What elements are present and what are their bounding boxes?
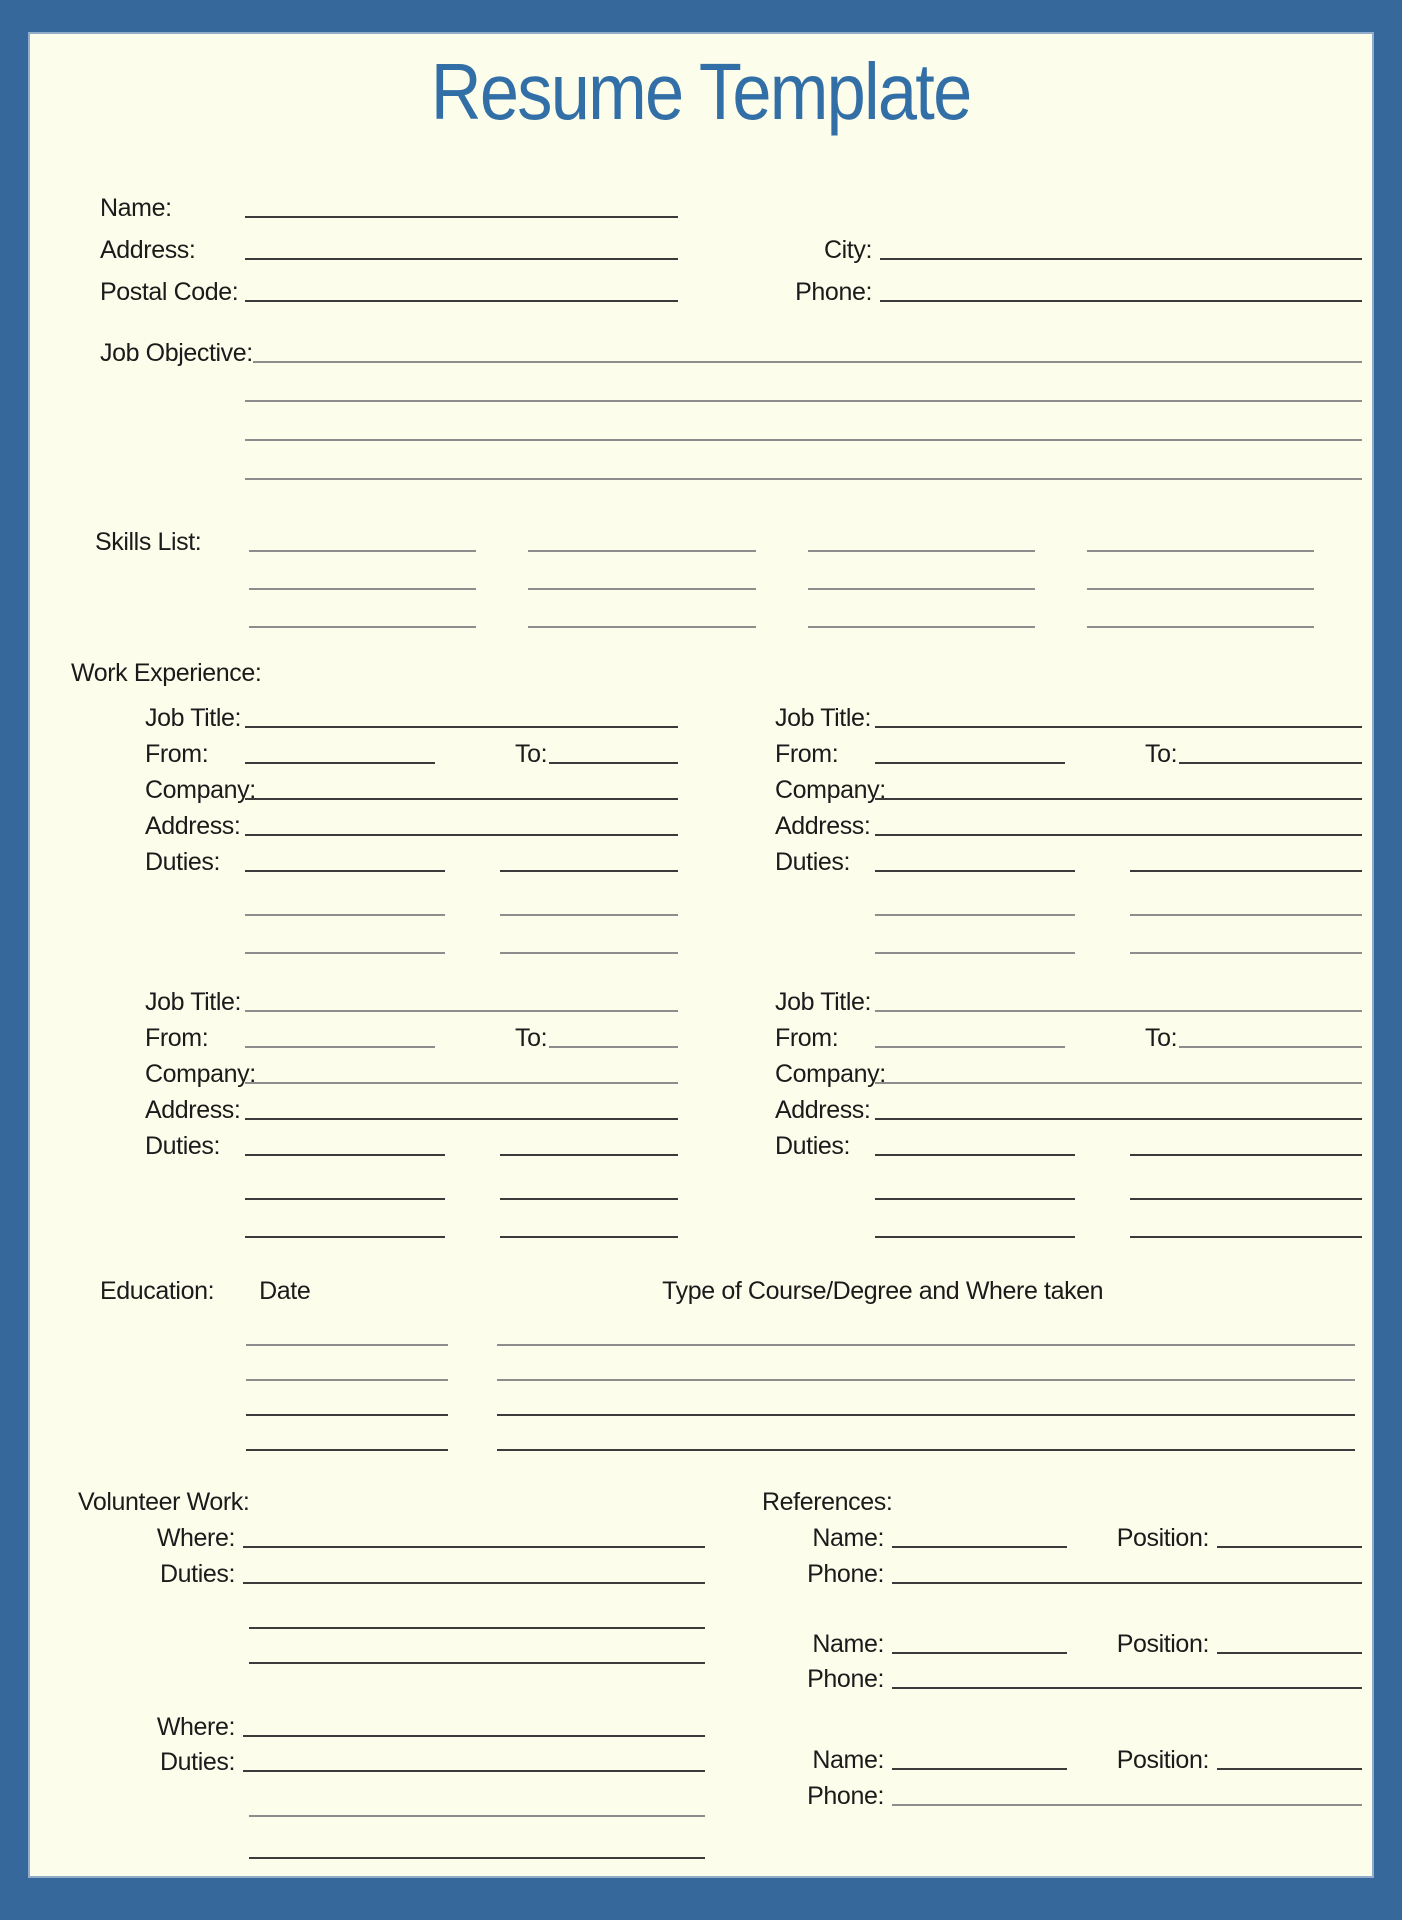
company-label: Company: — [775, 1060, 886, 1088]
phone-field-line — [880, 300, 1362, 302]
duty-field-line — [500, 1154, 678, 1156]
reference-phone-field-line — [892, 1687, 1362, 1689]
education-course-field-line — [497, 1414, 1355, 1416]
education-header: Education: — [100, 1277, 215, 1305]
city-field-line — [880, 258, 1362, 260]
job-objective-label: Job Objective: — [100, 339, 253, 367]
address-city-row — [100, 222, 1362, 264]
reference-entry-2 — [762, 1622, 1362, 1658]
education-course-field-line — [497, 1449, 1355, 1451]
skill-field-line — [808, 588, 1035, 590]
city-label: City: — [823, 236, 872, 264]
duties-label: Duties: — [159, 1560, 235, 1588]
reference-entry-3 — [762, 1738, 1362, 1774]
name-field-line — [245, 216, 678, 218]
duties-field-line — [249, 1627, 705, 1629]
skill-field-line — [808, 626, 1035, 628]
from-label: From: — [145, 1024, 209, 1052]
to-label: To: — [1145, 1024, 1178, 1052]
reference-phone-field-line — [892, 1582, 1362, 1584]
duty-field-line — [500, 952, 678, 954]
from-field-line — [245, 762, 435, 764]
contact-section — [30, 180, 1372, 306]
duty-field-line — [245, 870, 445, 872]
from-label: From: — [775, 1024, 839, 1052]
duty-field-line — [1130, 870, 1362, 872]
reference-name-field-line — [892, 1546, 1067, 1548]
job-title-field-line — [245, 726, 678, 728]
from-label: From: — [775, 740, 839, 768]
where-field-line — [243, 1546, 705, 1548]
page-title — [30, 48, 1372, 138]
name-label: Name: — [812, 1746, 884, 1774]
job-block-2 — [775, 696, 1362, 958]
job-block-4 — [775, 980, 1362, 1242]
company-field-line — [875, 798, 1362, 800]
education-date-field-line — [246, 1344, 448, 1346]
company-field-line — [245, 1082, 678, 1084]
duty-field-line — [500, 1198, 678, 1200]
phone-label: Phone: — [807, 1782, 884, 1810]
duty-field-line — [875, 914, 1075, 916]
duty-field-line — [875, 1154, 1075, 1156]
education-date-field-line — [246, 1414, 448, 1416]
job-title-field-line — [875, 1010, 1362, 1012]
duties-field-line — [243, 1770, 705, 1772]
duty-field-line — [875, 1236, 1075, 1238]
job-objective-extra-row — [100, 367, 1362, 406]
education-section-header — [30, 1278, 1372, 1305]
reference-name-field-line — [892, 1652, 1067, 1654]
position-label: Position: — [1116, 1630, 1209, 1658]
address-label: Address: — [100, 236, 196, 264]
work-experience-row-2 — [30, 980, 1372, 1242]
duty-field-line — [245, 952, 445, 954]
volunteer-work-section — [30, 1489, 705, 1863]
education-row — [30, 1315, 1372, 1350]
duty-field-line — [1130, 952, 1362, 954]
job-title-label: Job Title: — [145, 988, 242, 1016]
skill-field-line — [808, 550, 1035, 552]
duty-field-line — [245, 914, 445, 916]
skills-list-label: Skills List: — [95, 528, 202, 556]
to-field-line — [549, 762, 678, 764]
skills-row — [30, 594, 1314, 632]
work-experience-header: Work Experience: — [71, 659, 262, 687]
to-field-line — [1179, 762, 1362, 764]
where-label: Where: — [156, 1713, 235, 1741]
paper — [30, 34, 1372, 1876]
job-objective-field-line — [245, 439, 1362, 441]
position-label: Position: — [1116, 1746, 1209, 1774]
volunteer-work-header: Volunteer Work: — [78, 1488, 250, 1516]
education-date-field-line — [246, 1449, 448, 1451]
company-label: Company: — [775, 776, 886, 804]
address-field-line — [245, 258, 678, 260]
reference-position-field-line — [1217, 1546, 1362, 1548]
job-objective-field-line — [253, 361, 1362, 363]
duties-label: Duties: — [775, 1132, 851, 1160]
education-course-field-line — [497, 1344, 1355, 1346]
duties-label: Duties: — [145, 1132, 221, 1160]
job-title-label: Job Title: — [145, 704, 242, 732]
job-objective-row — [100, 322, 1362, 367]
address-label: Address: — [775, 812, 871, 840]
to-field-line — [1179, 1046, 1362, 1048]
duties-field-line — [249, 1857, 705, 1859]
skills-section — [30, 518, 1372, 632]
bottom-section — [30, 1489, 1372, 1863]
postal-code-field-line — [245, 300, 678, 302]
name-label: Name: — [100, 194, 172, 222]
postal-code-label: Postal Code: — [100, 278, 239, 306]
duties-label: Duties: — [145, 848, 221, 876]
duties-label: Duties: — [775, 848, 851, 876]
company-field-line — [875, 1082, 1362, 1084]
duty-field-line — [500, 1236, 678, 1238]
reference-position-field-line — [1217, 1768, 1362, 1770]
to-field-line — [549, 1046, 678, 1048]
education-row — [30, 1385, 1372, 1420]
job-block-1 — [145, 696, 678, 958]
reference-position-field-line — [1217, 1652, 1362, 1654]
course-column-header: Type of Course/Degree and Where taken — [662, 1277, 1104, 1305]
job-objective-extra-row — [100, 406, 1362, 445]
duty-field-line — [875, 1198, 1075, 1200]
skill-field-line — [1087, 550, 1314, 552]
references-section — [762, 1489, 1372, 1863]
phone-label: Phone: — [795, 278, 872, 306]
duty-field-line — [500, 914, 678, 916]
where-field-line — [243, 1735, 705, 1737]
from-label: From: — [145, 740, 209, 768]
education-row — [30, 1420, 1372, 1455]
job-objective-field-line — [245, 478, 1362, 480]
reference-phone-field-line — [892, 1804, 1362, 1806]
job-title-field-line — [875, 726, 1362, 728]
duty-field-line — [875, 870, 1075, 872]
job-title-field-line — [245, 1010, 678, 1012]
job-title-label: Job Title: — [775, 988, 872, 1016]
skill-field-line — [249, 588, 476, 590]
to-label: To: — [515, 740, 548, 768]
name-row — [100, 180, 1362, 222]
address-label: Address: — [145, 1096, 241, 1124]
position-label: Position: — [1116, 1524, 1209, 1552]
skills-row — [30, 556, 1314, 594]
skill-field-line — [528, 588, 755, 590]
job-objective-field-line — [245, 400, 1362, 402]
date-column-header: Date — [259, 1277, 311, 1305]
duty-field-line — [245, 1198, 445, 1200]
duty-field-line — [1130, 1236, 1362, 1238]
to-label: To: — [1145, 740, 1178, 768]
address-field-line — [245, 834, 678, 836]
company-field-line — [245, 798, 678, 800]
from-field-line — [875, 762, 1065, 764]
address-label: Address: — [145, 812, 241, 840]
address-label: Address: — [775, 1096, 871, 1124]
duty-field-line — [500, 870, 678, 872]
duty-field-line — [1130, 1198, 1362, 1200]
phone-label: Phone: — [807, 1560, 884, 1588]
skills-row — [30, 518, 1314, 556]
duties-field-line — [249, 1662, 705, 1664]
skill-field-line — [528, 550, 755, 552]
duties-field-line — [243, 1582, 705, 1584]
duty-field-line — [245, 1154, 445, 1156]
from-field-line — [245, 1046, 435, 1048]
job-title-label: Job Title: — [775, 704, 872, 732]
job-objective-extra-row — [100, 445, 1362, 484]
skill-field-line — [249, 626, 476, 628]
skill-field-line — [1087, 626, 1314, 628]
work-experience-row-1 — [30, 696, 1372, 958]
duty-field-line — [1130, 1154, 1362, 1156]
phone-label: Phone: — [807, 1665, 884, 1693]
duty-field-line — [875, 952, 1075, 954]
company-label: Company: — [145, 776, 256, 804]
reference-name-field-line — [892, 1768, 1067, 1770]
name-label: Name: — [812, 1630, 884, 1658]
duty-field-line — [245, 1236, 445, 1238]
name-label: Name: — [812, 1524, 884, 1552]
duties-label: Duties: — [159, 1748, 235, 1776]
job-objective-section — [30, 322, 1372, 484]
where-label: Where: — [156, 1524, 235, 1552]
references-header: References: — [762, 1488, 893, 1516]
from-field-line — [875, 1046, 1065, 1048]
skill-field-line — [1087, 588, 1314, 590]
duty-field-line — [1130, 914, 1362, 916]
address-field-line — [875, 834, 1362, 836]
reference-entry-1 — [762, 1516, 1362, 1552]
company-label: Company: — [145, 1060, 256, 1088]
to-label: To: — [515, 1024, 548, 1052]
education-course-field-line — [497, 1379, 1355, 1381]
address-field-line — [875, 1118, 1362, 1120]
postal-phone-row — [100, 264, 1362, 306]
address-field-line — [245, 1118, 678, 1120]
skill-field-line — [528, 626, 755, 628]
page-title-text: Resume Template — [431, 47, 971, 136]
job-block-3 — [145, 980, 678, 1242]
duties-field-line — [249, 1815, 705, 1817]
education-row — [30, 1350, 1372, 1385]
education-date-field-line — [246, 1379, 448, 1381]
skill-field-line — [249, 550, 476, 552]
